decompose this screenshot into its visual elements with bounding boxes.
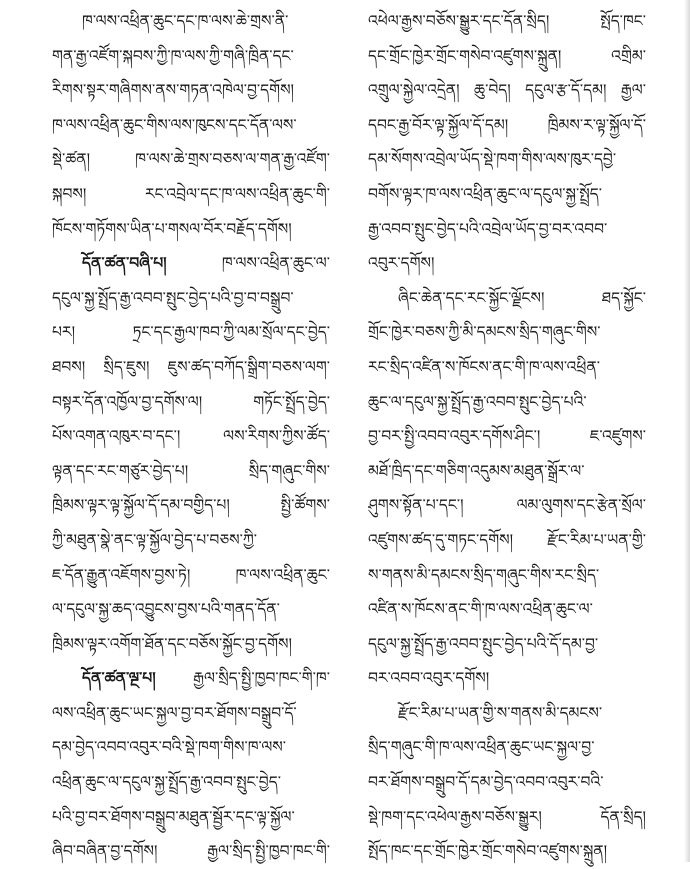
line-text: རང་སྲིད་འཛིན་ས་ཁོངས་ནང་གི་ཁ་ལས་འཕྲིན་ bbox=[368, 357, 600, 376]
line-text: རྒྱ་འབབ་སྤུང་བྱེད་པའི་འབྲེལ་ཡོད་བྱ་བར་འབབ་ bbox=[368, 219, 608, 238]
text-line bbox=[368, 246, 646, 281]
line-text: ས་གནས་མི་དམངས་སྲིད་གཞུང་གིས་རང་སྲིད་ bbox=[368, 565, 600, 584]
line-text: དངུལ་སྐྱ་སྤྲོད་རྒྱ་འབབ་སྤུང་བྱེད་པའི་བྱ་བ་བསྒྲུབ་ bbox=[52, 288, 294, 307]
text-line bbox=[52, 834, 330, 869]
line-text: པའི་བྱ་བར་ཐོགས་བསྒྲུབ་མཐུན་སྦྱོར་དང་ལྟ་སྐྱོལ་ bbox=[52, 807, 295, 826]
line-text: ཁ་ལས་འཕྲིན་ཆུང་གིས་ལས་ཁུངས་དང་དོན་ལས་ bbox=[52, 115, 297, 134]
text-line bbox=[52, 488, 330, 523]
text-line bbox=[52, 108, 330, 143]
text-line bbox=[368, 4, 646, 39]
line-text: བར་ཐོགས་བསྒྲུབ་དོ་དམ་བྱེད་འབབ་འབུར་བའི་ bbox=[368, 773, 604, 792]
text-line bbox=[368, 488, 646, 523]
line-text: ཤུགས་སྟོན་པ་དང་། ལམ་ལུགས་དང་རྩེན་སྲོལ་ bbox=[368, 496, 646, 515]
text-line bbox=[368, 834, 646, 869]
line-text: ལ་དངུལ་སྐྱ་ཆད་འབྱུངས་བྱས་པའི་གནད་དོན་ bbox=[52, 600, 280, 619]
text-line bbox=[52, 385, 330, 420]
line-text: དང་གྲོང་ཁྱེར་གྲོང་གསེབ་འཛུགས་སྐྲུན། འགྲིམ་ bbox=[368, 46, 646, 65]
line-text: བསྟར་དོན་འཁྱོལ་བྱ་དགོས་ལ། གཏོང་སྤྲོད་བྱེད་ bbox=[52, 392, 330, 411]
line-text: དབང་རྒྱ་བོར་ལྟ་སྐྱོལ་དོ་དམ། ཁྲིམས་ར་ལྟ་སྐྱོལ་དོ་ bbox=[368, 115, 646, 134]
line-text: གྲོང་ཁྱེར་བཅས་ཀྱི་མི་དམངས་སྲིད་གཞུང་གིས་ bbox=[368, 323, 601, 342]
text-line bbox=[52, 592, 330, 627]
left-column bbox=[52, 4, 330, 869]
line-text: རྫོང་རིམ་པ་ཡན་གྱི་ས་གནས་མི་དམངས་ bbox=[398, 703, 603, 722]
line-text: དམ་སོགས་འབྲེལ་ཡོད་སྡེ་ཁག་གིས་ལས་ཁུར་དབྱེ་ bbox=[368, 150, 617, 169]
line-text: བགོས་ལྟར་ཁ་ལས་འཕྲིན་ཆུང་ལ་དངུལ་སྐྱ་སྤྲོད་ bbox=[368, 184, 602, 203]
text-line bbox=[52, 800, 330, 835]
text-line bbox=[52, 627, 330, 662]
text-line bbox=[52, 765, 330, 800]
page-edge-shadow bbox=[684, 0, 690, 862]
line-text: འབུར་དགོས། bbox=[368, 254, 435, 273]
two-column-body bbox=[52, 4, 682, 869]
text-line bbox=[52, 142, 330, 177]
text-line bbox=[52, 315, 330, 350]
line-text: འཕྲིན་ཆུང་ལ་དངུལ་སྐྱ་སྤྲོད་རྒྱ་འབབ་སྤུང་བྱེད་ bbox=[52, 773, 281, 792]
line-text: སྤོད་ཁང་དང་གྲོང་ཁྱེར་གྲོང་གསེབ་འཛུགས་སྐྲུན། bbox=[368, 842, 608, 861]
text-line bbox=[368, 177, 646, 212]
line-text: སྡེ་ཚན། ཁ་ལས་ཆེ་གྲས་བཅས་ལ་གན་རྒྱ་འཛོག་ bbox=[52, 150, 330, 169]
text-line bbox=[52, 523, 330, 558]
line-text: གན་རྒྱ་འཛོག་སྐབས་ཀྱི་ཁ་ལས་ཀྱི་གཞི་ཁྲིན་དང་ bbox=[52, 46, 294, 65]
article-heading: དོན་ཚན་བཞི་པ། bbox=[82, 254, 167, 273]
text-line bbox=[52, 281, 330, 316]
line-text: ཁ་ལས་འཕྲིན་ཆུང་དང་ཁ་ལས་ཆེ་གྲས་ནི་ bbox=[82, 12, 289, 30]
text-line bbox=[52, 246, 330, 281]
line-text: ཞིང་ཆེན་དང་རང་སྐྱོང་ལྗོངས། ཐད་སྐྱོང་ bbox=[398, 288, 646, 307]
text-line bbox=[368, 730, 646, 765]
line-text: པོས་འགན་འཁུར་བ་དང་། ལས་རིགས་ཀྱིས་ཚོད་ bbox=[52, 427, 330, 446]
line-text: འཛུགས་ཚད་དུ་གཏང་དགོས། རྫོང་རིམ་པ་ཡན་གྱི་ bbox=[368, 530, 646, 549]
line-text: ཐབས། སྲིད་ཇུས། ཇུས་ཚད་བཀོད་སྒྲིག་བཅས་ལག་ bbox=[52, 357, 330, 376]
line-text: དངུལ་སྐྱ་སྤྲོད་རྒྱ་འབབ་སྤུང་བྱེད་པའི་དོ་དམ་བྱ་ bbox=[368, 634, 599, 653]
text-line bbox=[368, 315, 646, 350]
line-text: མཐོ་ཁྲིད་དང་གཅིག་འདུམས་མཐུན་སྒྲོར་ལ་ bbox=[368, 461, 585, 480]
text-line bbox=[52, 4, 330, 39]
text-line bbox=[368, 454, 646, 489]
line-text: ཁྲིམས་ལྟར་ལྟ་སྐྱོལ་དོ་དམ་བགྱིད་པ། སྤྱི་ཚོགས་ bbox=[52, 496, 330, 515]
line-text: ཆུང་ལ་དངུལ་སྐྱ་སྤྲོད་རྒྱ་འབབ་སྤུང་བྱེད་པའི་ bbox=[368, 392, 587, 411]
right-column bbox=[368, 4, 646, 869]
text-line bbox=[368, 39, 646, 74]
line-text: དམ་བྱེད་འབབ་འབུར་བའི་སྡེ་ཁག་གིས་ཁ་ལས་ bbox=[52, 738, 287, 757]
line-text: སྲིད་གཞུང་གི་ཁ་ལས་འཕྲིན་ཆུང་ཡང་སྐྱལ་བྱ་ bbox=[368, 738, 595, 757]
text-line bbox=[368, 765, 646, 800]
text-line bbox=[368, 108, 646, 143]
text-line bbox=[52, 212, 330, 247]
text-line bbox=[52, 661, 330, 696]
text-line bbox=[368, 281, 646, 316]
text-line bbox=[368, 661, 646, 696]
line-text: ཇ་དོན་རྒྱུན་འཇོགས་བྱས་ཏེ། ཁ་ལས་འཕྲིན་ཆུང་ bbox=[52, 565, 330, 584]
line-text: རིགས་སྟར་གཞིགས་ནས་གཏན་འཁེལ་བྱ་དགོས། bbox=[52, 81, 294, 100]
text-line bbox=[52, 350, 330, 385]
text-line bbox=[368, 350, 646, 385]
line-text: ལྟན་དང་རང་གཙུར་བྱེད་པ། སྲིད་གཞུང་གིས་ bbox=[52, 461, 330, 480]
article-heading: དོན་ཚན་ལྔ་པ། bbox=[82, 669, 156, 688]
text-line bbox=[52, 419, 330, 454]
text-line bbox=[368, 73, 646, 108]
text-line bbox=[52, 696, 330, 731]
text-line bbox=[368, 627, 646, 662]
line-text: བྱ་བར་སྤྱི་འབབ་འབུར་དགོས་ཤིང་། ཇ་འཛུགས་ bbox=[368, 427, 646, 446]
text-line bbox=[368, 592, 646, 627]
line-text: འཕེལ་རྒྱས་བཅོས་སྒྱུར་དང་དོན་སྲིད། སྤོད་ཁང་ bbox=[368, 12, 646, 30]
line-text: ཀྱི་མཐུན་སྣེ་ནང་ལྟ་སྐྱོལ་བྱེད་པ་བཅས་ཀྱི་ bbox=[52, 530, 258, 549]
text-line bbox=[368, 142, 646, 177]
text-line bbox=[52, 73, 330, 108]
line-text: རྒྱལ་སྲིད་སྤྱི་ཁྱབ་ཁང་གི་ཁ་ bbox=[155, 669, 330, 688]
text-line bbox=[52, 454, 330, 489]
line-text: སྡེ་ཁག་དང་འཕེལ་རྒྱས་བཅོས་སྒྱུར། དོན་སྲིད། bbox=[368, 807, 646, 826]
line-text: པར། ཏྲང་དང་རྒྱལ་ཁབ་ཀྱི་ལམ་སྲོལ་དང་བྱེད་ bbox=[52, 323, 330, 342]
line-text: ཁྲིམས་ལྟར་འགོག་ཐོན་དང་བཅོས་སྐྱོང་བྱ་དགོས། bbox=[52, 634, 292, 653]
text-line bbox=[368, 800, 646, 835]
text-line bbox=[368, 558, 646, 593]
text-line bbox=[368, 212, 646, 247]
line-text: འཛིན་ས་ཁོངས་ནང་གི་ཁ་ལས་འཕྲིན་ཆུང་ལ་ bbox=[368, 600, 593, 619]
line-text: ཁོངས་གཏོགས་ཡིན་པ་གསལ་བོར་བརྗོད་དགོས། bbox=[52, 219, 292, 238]
line-text: ཁ་ལས་འཕྲིན་ཆུང་ལ་ bbox=[166, 254, 330, 273]
text-line bbox=[52, 177, 330, 212]
line-text: སྐབས། རང་འབྲེལ་དང་ཁ་ལས་འཕྲིན་ཆུང་གི་ bbox=[52, 184, 330, 203]
line-text: ཞིབ་བཞིན་བྱ་དགོས། རྒྱལ་སྲིད་སྤྱི་ཁྱབ་ཁང་གི་ bbox=[52, 842, 330, 861]
line-text: ལས་འཕྲིན་ཆུང་ཡང་སྐྱལ་བྱ་བར་ཐོགས་བསྒྲུབ་དོ་ bbox=[52, 703, 297, 722]
line-text: འགྲུལ་སྐྱེལ་འདྲེན། ཆུ་བེད། དངུལ་རྩ་དོ་དམ། རྒྱལ་ bbox=[368, 81, 646, 100]
text-line bbox=[368, 385, 646, 420]
text-line bbox=[368, 523, 646, 558]
line-text: བར་འབབ་འབུར་དགོས། bbox=[368, 669, 490, 688]
text-line bbox=[368, 419, 646, 454]
text-line bbox=[52, 730, 330, 765]
text-line bbox=[52, 39, 330, 74]
text-line bbox=[368, 696, 646, 731]
text-line bbox=[52, 558, 330, 593]
